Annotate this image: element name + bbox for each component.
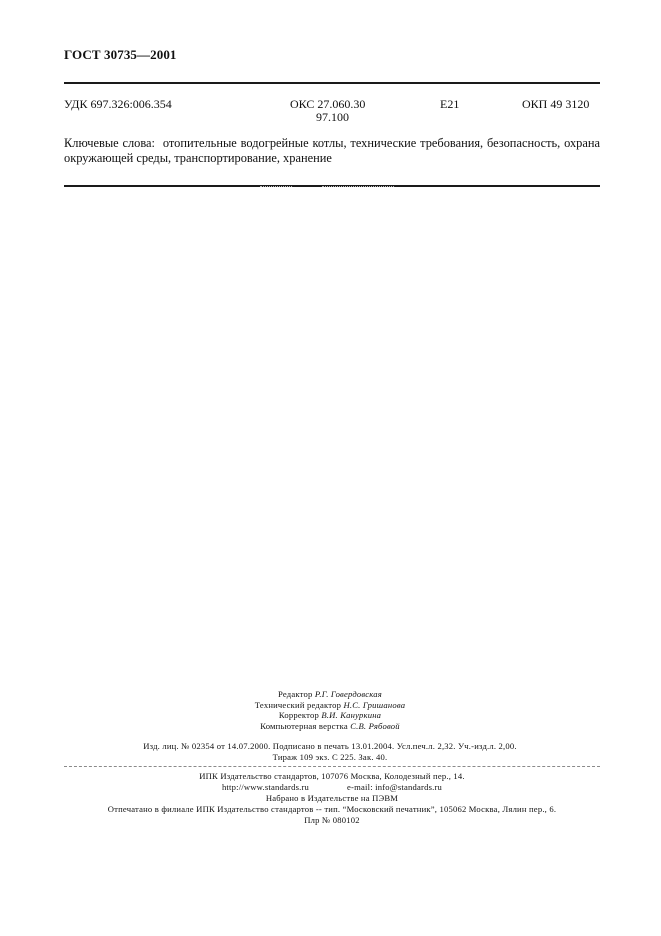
print-info-block (100, 741, 560, 763)
udc-code: УДК 697.326:006.354 (64, 97, 172, 111)
oks-code: ОКС 27.060.30 (290, 97, 366, 111)
credit-editor (150, 689, 510, 700)
publisher-address: ИПК Издательство стандартов, 107076 Москва, Колодезный пер., 14. (199, 771, 465, 781)
publisher-contacts (60, 782, 604, 793)
publisher-printed: Отпечатано в филиале ИПК Издательство стандартов -- тип. “Московский печатник”, 105062 Москва, Лялин пер., 6. (107, 804, 557, 814)
print-info-line: Изд. лиц. № 02354 от 14.07.2000. Подписано в печать 13.01.2004. Усл.печ.л. 2,32. Уч.-изд.л. 2,00. (143, 741, 517, 751)
credit-tech-editor (150, 700, 510, 711)
credit-role: Корректор (278, 710, 319, 720)
keywords-text: отопительные водогрейные котлы, технические требования, безопасность, охрана окружающей среды, транспортирование, хранение (64, 136, 600, 165)
faint-mark (322, 186, 394, 187)
credit-name: В.И. Кануркина (321, 710, 382, 720)
credit-role: Редактор (278, 689, 313, 699)
top-divider (64, 82, 600, 84)
credit-corrector (150, 710, 510, 721)
credits-block (150, 689, 510, 731)
keywords-block (64, 136, 600, 166)
publisher-typeset: Набрано в Издательстве на ПЭВМ (265, 793, 399, 803)
document-code: ГОСТ 30735—2001 (64, 47, 177, 62)
keywords-label: Ключевые слова: (64, 136, 155, 150)
oks-code-secondary: 97.100 (316, 110, 349, 124)
credit-name: Н.С. Гришанова (343, 699, 406, 710)
print-info-line: Тираж 109 экз. С 225. Зак. 40. (272, 752, 388, 762)
credit-role: Технический редактор (254, 699, 342, 710)
publisher-email: e-mail: info@standards.ru (347, 782, 443, 792)
faint-mark (260, 186, 292, 187)
credit-name: Р.Г. Говердовская (314, 689, 382, 699)
okp-code: ОКП 49 3120 (522, 97, 590, 111)
publisher-block (60, 771, 604, 826)
e-code: Е21 (440, 97, 460, 111)
publisher-license: Плр № 080102 (304, 815, 360, 825)
credit-layout (150, 721, 510, 732)
dashed-divider (64, 766, 600, 767)
publisher-website: http://www.standards.ru (221, 782, 310, 792)
credit-name: С.В. Рябовой (350, 720, 400, 731)
credit-role: Компьютерная верстка (260, 720, 348, 731)
